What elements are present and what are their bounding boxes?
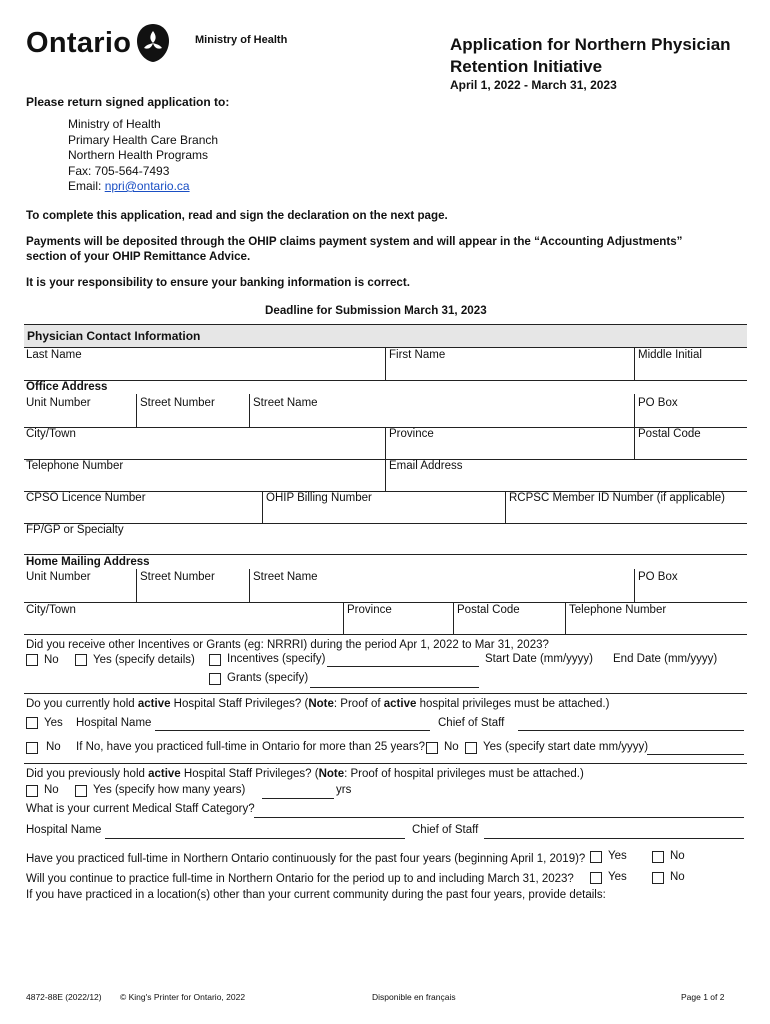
office-province-label: Province: [389, 428, 434, 440]
northern-q2: Will you continue to practice full-time in Northern Ontario for the period up to and including March 31, 2023?: [26, 873, 574, 885]
staff-category-line[interactable]: [254, 817, 744, 818]
previous-years-line[interactable]: [262, 798, 334, 799]
home-province-label: Province: [347, 604, 392, 616]
form-number: 4872-88E (2022/12): [26, 992, 102, 1002]
specialty-label: FP/GP or Specialty: [26, 524, 124, 536]
telephone-label: Telephone Number: [26, 460, 124, 472]
incentives-yes-label: Yes (specify details): [93, 654, 195, 666]
previous-privileges-question: Did you previously hold active Hospital Staff Privileges? (Note: Proof of hospital privileges must be attached.): [26, 768, 584, 780]
office-unit-label: Unit Number: [26, 397, 91, 409]
instruction-responsibility: It is your responsibility to ensure your banking information is correct.: [26, 276, 410, 289]
form-title-line1: Application for Northern Physician: [450, 35, 731, 54]
return-label: Please return signed application to:: [26, 95, 230, 109]
middle-initial-label: Middle Initial: [638, 349, 702, 361]
french-link[interactable]: Disponible en français: [372, 992, 456, 1002]
instruction-payments-2: section of your OHIP Remittance Advice.: [26, 250, 251, 263]
ontario-25-yes-checkbox[interactable]: [465, 742, 477, 754]
current-chief-line[interactable]: [518, 730, 744, 731]
previous-hospital-line[interactable]: [105, 838, 405, 839]
previous-no-label: No: [44, 784, 59, 796]
last-name-label: Last Name: [26, 349, 82, 361]
q1-no-label: No: [670, 850, 685, 862]
home-street-number-label: Street Number: [140, 571, 215, 583]
incentives-specify-checkbox[interactable]: [209, 654, 221, 666]
previous-yes-checkbox[interactable]: [75, 785, 87, 797]
page-number: Page 1 of 2: [681, 992, 725, 1002]
current-hospital-line[interactable]: [155, 730, 430, 731]
return-address: [68, 117, 218, 195]
office-address-heading: Office Address: [26, 381, 108, 393]
home-telephone-label: Telephone Number: [569, 604, 667, 616]
q1-yes-label: Yes: [608, 850, 627, 862]
office-po-box-label: PO Box: [638, 397, 678, 409]
address-line: Primary Health Care Branch: [68, 132, 219, 147]
q1-no-checkbox[interactable]: [652, 851, 664, 863]
staff-category-question: What is your current Medical Staff Category?: [26, 803, 255, 815]
current-no-checkbox[interactable]: [26, 742, 38, 754]
office-city-label: City/Town: [26, 428, 76, 440]
copyright: © King's Printer for Ontario, 2022: [120, 992, 246, 1002]
incentives-specify-line[interactable]: [327, 666, 479, 667]
incentives-no-label: No: [44, 654, 59, 666]
current-hospital-label: Hospital Name: [76, 717, 152, 729]
address-line: Ministry of Health: [68, 117, 161, 131]
northern-q3: If you have practiced in a location(s) other than your current community during the past four years, provide details:: [26, 889, 606, 901]
address-line: Fax: 705-564-7493: [68, 163, 170, 178]
ministry-name: Ministry of Health: [195, 34, 288, 46]
previous-chief-line[interactable]: [484, 838, 744, 839]
q2-no-checkbox[interactable]: [652, 872, 664, 884]
q1-yes-checkbox[interactable]: [590, 851, 602, 863]
ontario-25-no-checkbox[interactable]: [426, 742, 438, 754]
office-street-name-label: Street Name: [253, 397, 318, 409]
office-postal-label: Postal Code: [638, 428, 701, 440]
home-city-label: City/Town: [26, 604, 76, 616]
ontario-25-question: If No, have you practiced full-time in Ontario for more than 25 years?: [76, 741, 425, 753]
home-po-box-label: PO Box: [638, 571, 678, 583]
ontario-25-no-label: No: [444, 741, 459, 753]
years-label: yrs: [336, 784, 352, 796]
cpso-label: CPSO Licence Number: [26, 492, 146, 504]
previous-no-checkbox[interactable]: [26, 785, 38, 797]
email-line: Email: npri@ontario.ca: [68, 179, 190, 193]
ontario-logo-text: Ontario: [26, 27, 132, 59]
grants-specify-line[interactable]: [310, 687, 479, 688]
q2-yes-label: Yes: [608, 871, 627, 883]
office-street-number-label: Street Number: [140, 397, 215, 409]
end-date-label: End Date (mm/yyyy): [613, 653, 718, 665]
rcpsc-label: RCPSC Member ID Number (if applicable): [509, 492, 726, 504]
current-no-label: No: [46, 741, 61, 753]
start-date-label: Start Date (mm/yyyy): [485, 653, 593, 665]
email-link[interactable]: npri@ontario.ca: [104, 179, 190, 193]
section-title: Physician Contact Information: [27, 329, 201, 343]
current-chief-label: Chief of Staff: [438, 717, 505, 729]
form-title-line2: Retention Initiative: [450, 57, 603, 76]
address-line: Northern Health Programs: [68, 148, 209, 162]
instruction-payments-1: Payments will be deposited through the OHIP claims payment system and will appear in the “Accounting Adjustments”: [26, 235, 683, 248]
northern-q1: Have you practiced full-time in Northern Ontario continuously for the past four years (beginning April 1, 2019)?: [26, 853, 586, 865]
ontario-25-start-line[interactable]: [647, 754, 744, 755]
ontario-25-yes-label: Yes (specify start date mm/yyyy): [483, 741, 649, 753]
home-postal-label: Postal Code: [457, 604, 520, 616]
trillium-icon: [134, 22, 172, 64]
home-address-heading: Home Mailing Address: [26, 556, 150, 568]
first-name-label: First Name: [389, 349, 446, 361]
previous-yes-label: Yes (specify how many years): [93, 784, 246, 796]
current-yes-label: Yes: [44, 717, 63, 729]
email-address-label: Email Address: [389, 460, 463, 472]
previous-chief-label: Chief of Staff: [412, 824, 479, 836]
ohip-billing-label: OHIP Billing Number: [266, 492, 372, 504]
incentives-no-checkbox[interactable]: [26, 654, 38, 666]
q2-no-label: No: [670, 871, 685, 883]
current-yes-checkbox[interactable]: [26, 717, 38, 729]
grants-specify-checkbox[interactable]: [209, 673, 221, 685]
instruction-complete: To complete this application, read and sign the declaration on the next page.: [26, 209, 448, 222]
incentives-question: Did you receive other Incentives or Grants (eg: NRRRI) during the period Apr 1, 2022 to Mar 31, 2023?: [26, 639, 549, 651]
incentives-yes-checkbox[interactable]: [75, 654, 87, 666]
grants-specify-label: Grants (specify): [227, 672, 309, 684]
current-privileges-question: Do you currently hold active Hospital Staff Privileges? (Note: Proof of active hospital privileges must be attached.): [26, 698, 610, 710]
incentives-specify-label: Incentives (specify): [227, 653, 326, 665]
form-period: April 1, 2022 - March 31, 2023: [450, 78, 617, 92]
q2-yes-checkbox[interactable]: [590, 872, 602, 884]
home-unit-label: Unit Number: [26, 571, 91, 583]
deadline: Deadline for Submission March 31, 2023: [265, 304, 487, 317]
previous-hospital-label: Hospital Name: [26, 824, 102, 836]
home-street-name-label: Street Name: [253, 571, 318, 583]
